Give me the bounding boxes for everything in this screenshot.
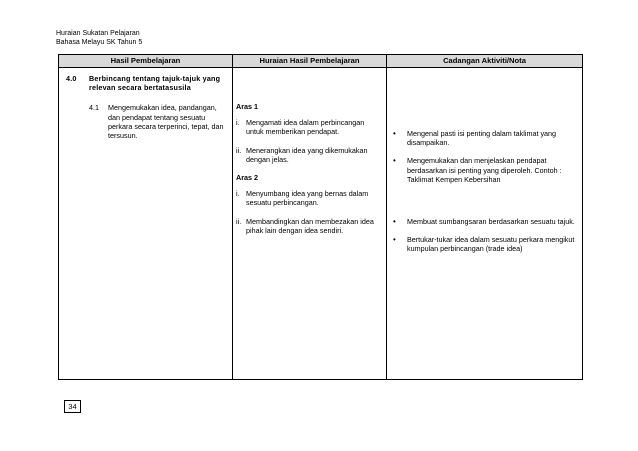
activity-text: Bertukar-tukar idea dalam sesuatu perkara mengikut kumpulan perbincangan (trade idea) — [407, 235, 575, 254]
item-text: Menyumbang idea yang bernas dalam sesuatu perbincangan. — [246, 189, 369, 208]
item-text: Menerangkan idea yang dikemukakan dengan jelas. — [246, 145, 368, 164]
description-cell — [233, 68, 387, 380]
subtopic-number: 4.1 — [89, 103, 99, 113]
item-numeral: i. — [236, 118, 240, 128]
learning-outcome-cell — [59, 68, 233, 380]
page-number: 34 — [64, 400, 81, 413]
bullet-icon: • — [393, 129, 396, 138]
topic-number: 4.0 — [66, 74, 77, 83]
syllabus-table — [58, 54, 583, 380]
table-header-row — [59, 55, 583, 68]
activity-item — [393, 156, 578, 184]
subtopic-text: Mengemukakan idea, pandangan, dan pendapat tentang sesuatu perkara secara terperinci, tepat, dan tersusun. — [108, 103, 224, 141]
bullet-icon: • — [393, 235, 396, 245]
activity-item — [393, 217, 578, 226]
table-row — [59, 68, 583, 380]
level-title: Aras 1 — [236, 102, 258, 111]
header-title: Huraian Sukatan Pelajaran — [56, 30, 140, 37]
topic-title: Berbincang tentang tajuk-tajuk yang relevan secara bertatasusila — [89, 74, 221, 93]
column-header-hasil: Hasil Pembelajaran — [59, 55, 233, 68]
activity-text: Mengemukakan dan menjelaskan pendapat berdasarkan isi penting yang diperoleh. Contoh : Taklimat Kempen Kebersihan — [407, 156, 562, 184]
activities-cell — [387, 68, 583, 380]
column-header-cadangan: Cadangan Aktiviti/Nota — [387, 55, 583, 68]
item-numeral: ii. — [236, 216, 242, 226]
column-header-huraian: Huraian Hasil Pembelajaran — [233, 55, 387, 68]
document-header — [56, 29, 142, 47]
subtopic — [89, 103, 229, 140]
activity-item — [393, 235, 578, 253]
level-item — [236, 146, 383, 164]
header-subtitle: Bahasa Melayu SK Tahun 5 — [56, 39, 143, 46]
topic-heading — [66, 74, 229, 92]
activity-text: Membuat sumbangsaran berdasarkan sesuatu tajuk. — [407, 217, 575, 227]
level-item — [236, 189, 383, 207]
level-item — [236, 217, 383, 235]
bullet-icon: • — [393, 217, 396, 227]
activity-item — [393, 129, 578, 147]
bullet-icon: • — [393, 156, 396, 166]
item-text: Mengamati idea dalam perbincangan untuk memberikan pendapat. — [246, 118, 365, 137]
level-item — [236, 118, 383, 136]
item-numeral: ii. — [236, 145, 242, 155]
activity-text: Mengenal pasti isi penting dalam taklimat yang disampaikan. — [407, 129, 557, 148]
level-title: Aras 2 — [236, 173, 258, 183]
item-text: Membandingkan dan membezakan idea pihak lain dengan idea sendiri. — [246, 216, 374, 235]
item-numeral: i. — [236, 189, 240, 199]
